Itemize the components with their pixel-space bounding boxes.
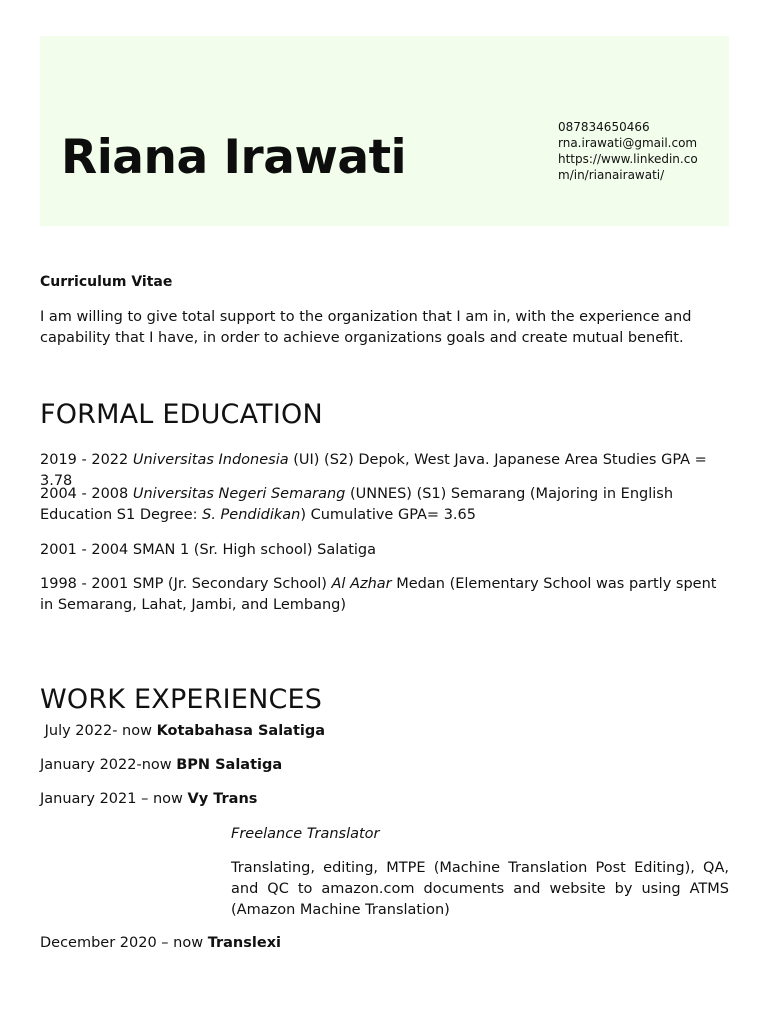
- work-item: January 2021 – now Vy Trans: [40, 791, 258, 807]
- education-heading: FORMAL EDUCATION: [40, 399, 323, 430]
- job-description: Translating, editing, MTPE (Machine Translation Post Editing), QA, and QC to amazon.com documents and website by using ATMS (Amazon Machine Translation): [231, 860, 729, 918]
- contact-block: [558, 119, 708, 183]
- work-item: December 2020 – now Translexi: [40, 935, 282, 951]
- education-item: 2019 - 2022 Universitas Indonesia (UI) (S2) Depok, West Java. Japanese Area Studies GPA = 3.78: [40, 452, 707, 489]
- candidate-name: Riana Irawati: [61, 130, 407, 185]
- work-item: January 2022-now BPN Salatiga: [40, 757, 283, 773]
- cv-label: Curriculum Vitae: [40, 274, 173, 290]
- summary: I am willing to give total support to the organization that I am in, with the experience and capability that I have, in order to achieve organizations goals and create mutual benefit.: [40, 309, 692, 346]
- work-item: July 2022- now Kotabahasa Salatiga: [40, 723, 326, 739]
- linkedin-url: https://www.linkedin.com/in/rianairawati/: [558, 152, 698, 182]
- work-heading: WORK EXPERIENCES: [40, 684, 323, 715]
- education-item: 2004 - 2008 Universitas Negeri Semarang (UNNES) (S1) Semarang (Majoring in English Education S1 Degree: S. Pendidikan) Cumulative GPA= 3.65: [40, 486, 674, 523]
- education-item: 1998 - 2001 SMP (Jr. Secondary School) Al Azhar Medan (Elementary School was partly spent in Semarang, Lahat, Jambi, and Lembang): [40, 576, 717, 613]
- email-address: rna.irawati@gmail.com: [558, 136, 698, 150]
- job-role: Freelance Translator: [231, 826, 380, 842]
- education-item: 2001 - 2004 SMAN 1 (Sr. High school) Salatiga: [40, 542, 376, 558]
- phone-number: 087834650466: [558, 120, 650, 134]
